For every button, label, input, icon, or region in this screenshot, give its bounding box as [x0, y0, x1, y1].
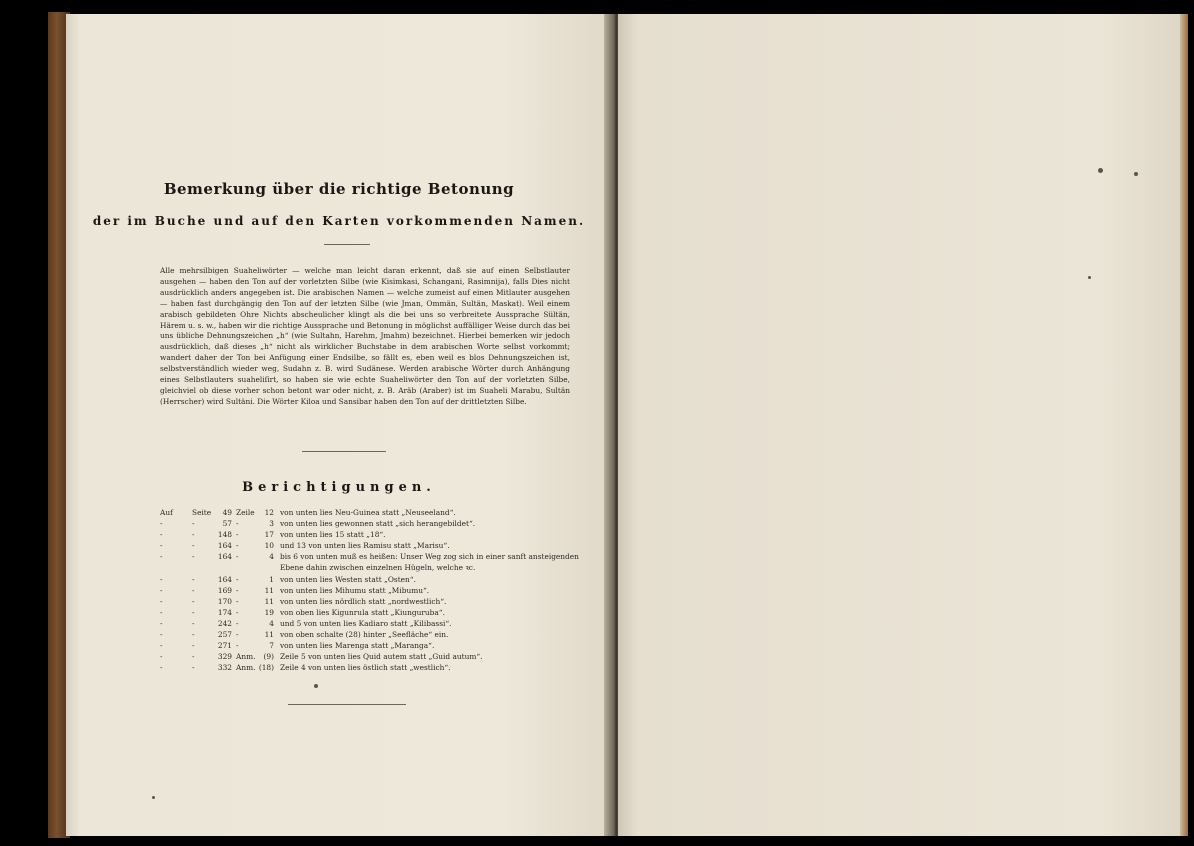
correction-row [160, 585, 580, 596]
correction-text: von unten lies Westen statt „Osten“. [280, 574, 416, 584]
correction-c4: - [236, 641, 239, 651]
correction-c2: - [192, 641, 195, 651]
correction-c2: - [192, 530, 195, 540]
correction-row [160, 640, 580, 651]
correction-c4: Anm. [236, 652, 256, 662]
left-page [66, 14, 612, 836]
correction-c4: - [236, 585, 239, 595]
correction-c4: - [236, 630, 239, 640]
correction-c4: - [236, 607, 239, 617]
correction-page: 164 [217, 541, 232, 551]
correction-row [160, 607, 580, 618]
correction-c2: - [192, 630, 195, 640]
page-title: Bemerkung über die richtige Betonung [163, 180, 515, 198]
correction-row [160, 662, 580, 673]
correction-c2: - [192, 574, 195, 584]
correction-c1: - [160, 607, 163, 617]
correction-text: von unten lies Mihumu statt „Mibumu“. [280, 585, 430, 595]
correction-text: von unten lies Neu-Guinea statt „Neuseeland“. [280, 508, 456, 517]
correction-c2: - [192, 607, 195, 617]
correction-page: 57 [222, 519, 232, 529]
correction-line: (9) [263, 652, 274, 662]
correction-page: 148 [217, 530, 232, 540]
correction-line: 11 [264, 596, 274, 606]
correction-text: Zeile 4 von unten lies östlich statt „westlich“. [280, 663, 451, 673]
correction-text: von unten lies nördlich statt „nordwestlich“. [280, 596, 447, 606]
correction-page: 164 [217, 552, 232, 562]
correction-line: 17 [264, 530, 274, 540]
correction-row [160, 507, 580, 518]
correction-c4: Anm. [236, 663, 256, 673]
correction-c2: Seite [192, 508, 212, 517]
correction-row [160, 618, 580, 629]
correction-line: 4 [269, 552, 274, 562]
correction-line: 11 [264, 585, 274, 595]
correction-row [160, 596, 580, 607]
divider-bottom [288, 704, 406, 705]
correction-c1: - [160, 596, 163, 606]
correction-text: bis 6 von unten muß es heißen: Unser Weg zog sich in einer sanft ansteigenden Ebene dahin zwischen einzelnen Hügeln, welche ꝛc. [280, 552, 579, 573]
correction-c1: - [160, 574, 163, 584]
correction-text: von unten lies gewonnen statt „sich herangebildet“. [280, 519, 476, 529]
correction-page: 329 [217, 652, 232, 662]
correction-text: Zeile 5 von unten lies Quid autem statt „Guid autum“. [280, 652, 483, 662]
correction-page: 242 [217, 618, 232, 628]
correction-c4: - [236, 618, 239, 628]
correction-text: von oben lies Kigunrula statt „Kiunguruba“. [280, 607, 445, 617]
correction-line: 10 [264, 541, 274, 551]
divider-middle [302, 451, 386, 452]
correction-row [160, 551, 580, 573]
correction-page: 271 [217, 641, 232, 651]
correction-c4: - [236, 519, 239, 529]
correction-line: 1 [269, 574, 274, 584]
correction-c2: - [192, 552, 195, 562]
correction-page: 174 [217, 607, 232, 617]
correction-page: 332 [217, 663, 232, 673]
correction-c1: - [160, 630, 163, 640]
correction-row [160, 629, 580, 640]
body-paragraph: Alle mehrsilbigen Suaheliwörter — welche man leicht daran erkennt, daß sie auf einen Selbstlauter ausgehen — haben den Ton auf der vorletzten Silbe (wie Kisimkasi, Schangani, Rasimnija), falls Dies nicht ausdrücklich anders angegeben ist. Die arabischen Namen — welche zumeist auf einen Mitlauter ausgehen — haben fast durchgängig den Ton auf der letzten Silbe (wie Jman, Ommän, Sultän, Maskat). Weil einem arabisch gebildeten Ohre Nichts abscheulicher klingt als die bei uns so verbreitete Aussprache Sültän, Härem u. s. w., haben wir die richtige Aussprache und Betonung in möglichst auffälliger Weise durch das bei uns übliche Dehnungszeichen „h“ (wie Sultahn, Harehm, Jmahm) bezeichnet. Hierbei bemerken wir jedoch ausdrücklich, daß dieses „h“ nicht als wirklicher Buchstabe in dem arabischen Worte selbst vorkommt; wandert daher der Ton bei Anfügung einer Endsilbe, so fällt es, eben weil es blos Dehnungszeichen ist, selbstverständlich wieder weg, Sudahn z. B. wird Sudänese. Werden arabische Wörter durch Anhängung eines Selbstlauters suaheliſirt, so haben sie wie echte Suaheliwörter den Ton auf der vorletzten Silbe, gleichviel ob diese vorher schon betont war oder nicht, z. B. Aräb (Araber) ist im Suaheli Marabu, Sultän (Herrscher) wird Sultäni. Die Wörter Kiloa und Sansibar haben den Ton auf der drittletzten Silbe. [160, 266, 570, 406]
correction-c2: - [192, 663, 195, 673]
paper-speck [314, 684, 318, 688]
correction-row [160, 529, 580, 540]
correction-c1: - [160, 530, 163, 540]
correction-c4: Zeile [236, 508, 255, 517]
correction-c1: Auf [160, 508, 173, 517]
correction-page: 49 [222, 508, 232, 517]
correction-c2: - [192, 585, 195, 595]
correction-text: von unten lies Marenga statt „Maranga“. [280, 641, 435, 651]
correction-c1: - [160, 541, 163, 551]
correction-line: (18) [258, 663, 274, 673]
correction-row [160, 574, 580, 585]
correction-c2: - [192, 618, 195, 628]
correction-c2: - [192, 652, 195, 662]
paper-speck [152, 796, 155, 799]
page-subtitle: der im Buche und auf den Karten vorkommenden Namen. [92, 214, 586, 228]
correction-c2: - [192, 596, 195, 606]
correction-page: 170 [217, 596, 232, 606]
correction-c4: - [236, 574, 239, 584]
correction-line: 19 [264, 607, 274, 617]
correction-c2: - [192, 519, 195, 529]
correction-c1: - [160, 519, 163, 529]
correction-line: 12 [264, 508, 274, 517]
correction-line: 3 [269, 519, 274, 529]
correction-row [160, 518, 580, 529]
correction-page: 169 [217, 585, 232, 595]
corrections-title: Berichtigungen. [242, 480, 436, 495]
divider-top [324, 244, 370, 245]
correction-c1: - [160, 641, 163, 651]
correction-c1: - [160, 585, 163, 595]
correction-c1: - [160, 552, 163, 562]
correction-line: 4 [269, 618, 274, 628]
page-edge [1180, 14, 1188, 836]
correction-line: 11 [264, 630, 274, 640]
correction-text: von oben schalte (28) hinter „Seefläche“ ein. [280, 630, 449, 640]
correction-c4: - [236, 541, 239, 551]
correction-text: und 5 von unten lies Kadiaro statt „Kilibassi“. [280, 618, 452, 628]
correction-text: und 13 von unten lies Ramisu statt „Marisu“. [280, 541, 450, 551]
correction-c1: - [160, 618, 163, 628]
paper-speck [1134, 172, 1138, 176]
correction-line: 7 [269, 641, 274, 651]
correction-page: 164 [217, 574, 232, 584]
correction-row [160, 540, 580, 551]
correction-c4: - [236, 530, 239, 540]
paper-speck [1088, 276, 1091, 279]
correction-row [160, 651, 580, 662]
correction-text: von unten lies 15 statt „18“. [280, 530, 386, 540]
paper-speck [1098, 168, 1103, 173]
correction-c4: - [236, 596, 239, 606]
correction-page: 257 [217, 630, 232, 640]
corrections-list [160, 507, 580, 673]
correction-c1: - [160, 652, 163, 662]
correction-c4: - [236, 552, 239, 562]
right-page [618, 14, 1188, 836]
correction-c2: - [192, 541, 195, 551]
correction-c1: - [160, 663, 163, 673]
